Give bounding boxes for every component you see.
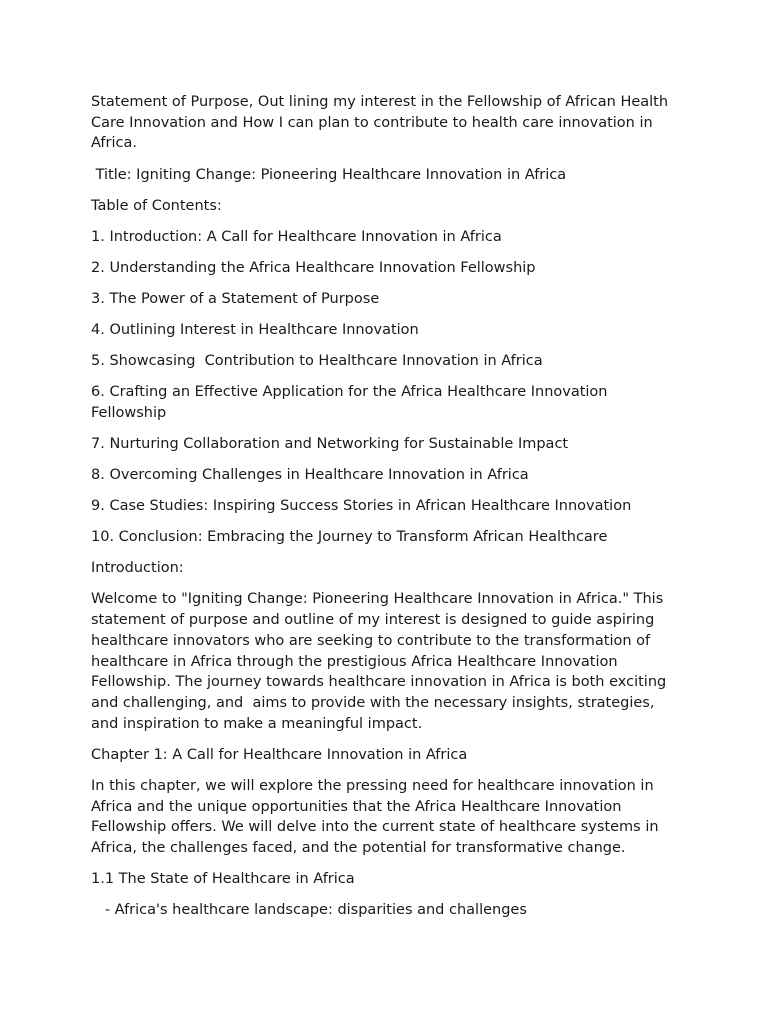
toc-item: 8. Overcoming Challenges in Healthcare Innovation in Africa xyxy=(91,467,529,484)
document-page xyxy=(91,92,681,931)
chapter-1-body: In this chapter, we will explore the pressing need for healthcare innovation in Africa and the unique opportunities that the Africa Healthcare Innovation Fellowship offers. We will delve into the current state of healthcare systems in Africa, the challenges faced, and the potential for transformative change. xyxy=(91,777,664,856)
toc-item: 2. Understanding the Africa Healthcare Innovation Fellowship xyxy=(91,259,536,276)
intro-statement: Statement of Purpose, Out lining my interest in the Fellowship of African Health Care Innovation and How I can plan to contribute to health care innovation in Africa. xyxy=(91,94,673,152)
toc-item: 9. Case Studies: Inspiring Success Stories in African Healthcare Innovation xyxy=(91,498,632,515)
toc-item: 7. Nurturing Collaboration and Networking for Sustainable Impact xyxy=(91,435,569,452)
introduction-body: Welcome to "Igniting Change: Pioneering Healthcare Innovation in Africa." This statement of purpose and outline of my interest is designed to guide aspiring healthcare innovators who are seeking to contribute to the transformation of healthcare in Africa through the prestigious Africa Healthcare Innovation Fellowship. The journey towards healthcare innovation in Africa is both exciting and challenging, and aims to provide with the necessary insights, strategies, and inspiration to make a meaningful impact. xyxy=(91,591,671,732)
chapter-1-heading: Chapter 1: A Call for Healthcare Innovation in Africa xyxy=(91,746,468,763)
toc-item: 5. Showcasing Contribution to Healthcare Innovation in Africa xyxy=(91,353,543,370)
toc-item: 4. Outlining Interest in Healthcare Innovation xyxy=(91,321,419,338)
introduction-heading: Introduction: xyxy=(91,560,184,577)
toc-item: 3. The Power of a Statement of Purpose xyxy=(91,290,380,307)
section-1-1-bullet: - Africa's healthcare landscape: disparities and challenges xyxy=(91,902,527,919)
toc-item: 6. Crafting an Effective Application for the Africa Healthcare Innovation Fellowship xyxy=(91,384,613,421)
section-1-1-heading: 1.1 The State of Healthcare in Africa xyxy=(91,871,355,888)
toc-heading: Table of Contents: xyxy=(91,197,222,214)
toc-item: 1. Introduction: A Call for Healthcare Innovation in Africa xyxy=(91,228,502,245)
document-title: Title: Igniting Change: Pioneering Healthcare Innovation in Africa xyxy=(91,166,567,183)
toc-item: 10. Conclusion: Embracing the Journey to Transform African Healthcare xyxy=(91,529,608,546)
